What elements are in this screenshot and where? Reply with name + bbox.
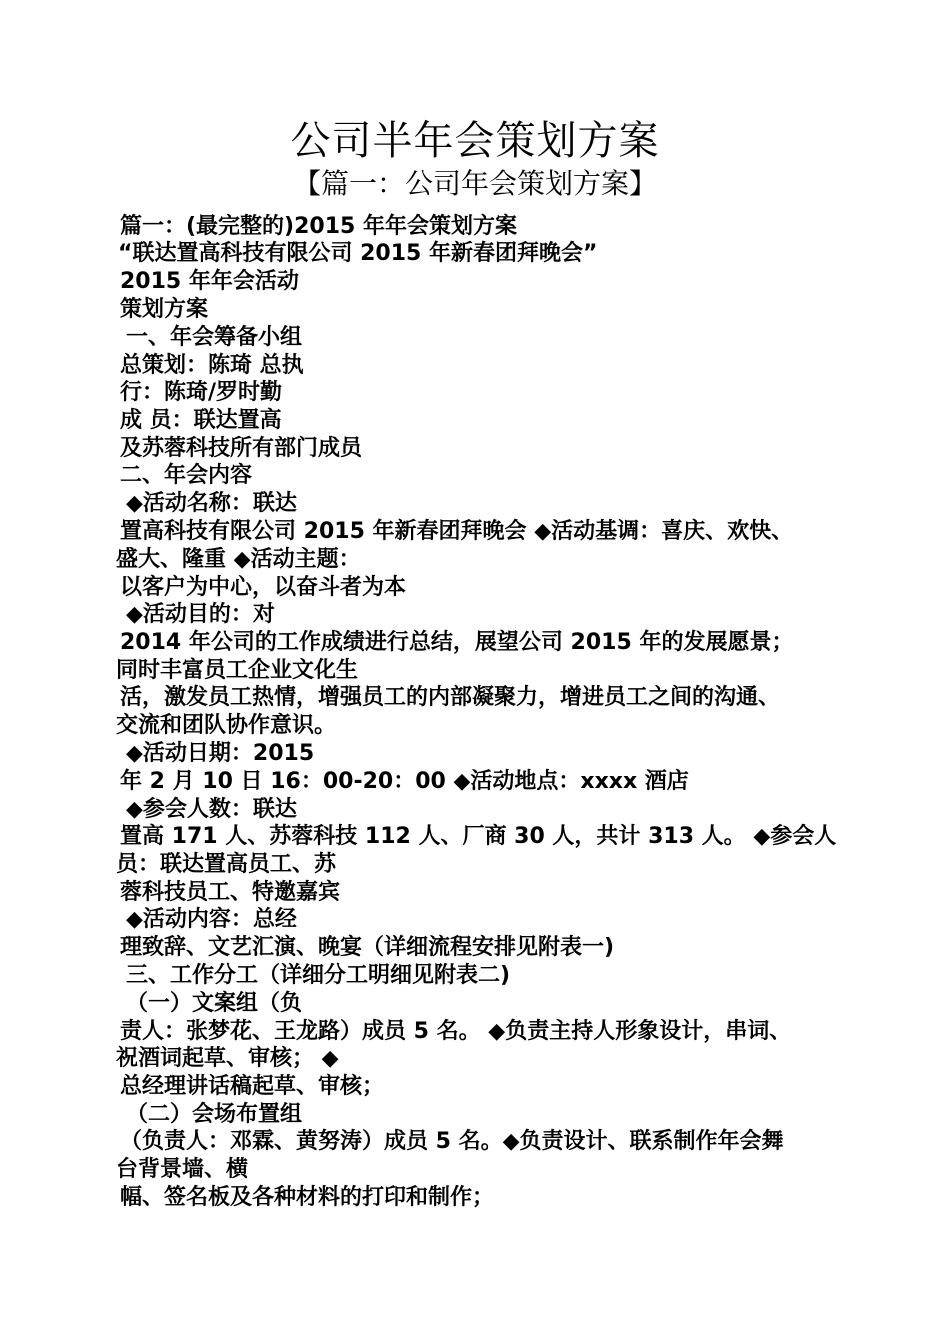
text-line: 置高 171 人、苏蓉科技 112 人、厂商 30 人，共计 313 人。 ◆参会人 — [120, 824, 837, 849]
text-line: 员：联达置高员工、苏 — [116, 852, 337, 877]
text-line: 年 2 月 10 日 16：00-20：00 ◆活动地点：xxxx 酒店 — [120, 769, 689, 794]
text-line: 理致辞、文艺汇演、晚宴（详细流程安排见附表一) — [120, 935, 615, 960]
text-line: （一）文案组（负 — [126, 991, 303, 1016]
text-line: 行：陈琦/罗时勤 — [120, 380, 283, 405]
text-line: ◆参会人数：联达 — [126, 797, 297, 822]
text-line: 责人：张梦花、王龙路）成员 5 名。 ◆负责主持人形象设计，串词、 — [120, 1019, 792, 1044]
text-line: ◆活动内容：总经 — [126, 907, 297, 932]
text-line: 同时丰富员工企业文化生 — [116, 658, 359, 683]
text-line: 及苏蓉科技所有部门成员 — [120, 436, 363, 461]
text-line: ◆活动日期：2015 — [126, 741, 315, 766]
text-line: （负责人：邓霖、黄努涛）成员 5 名。◆负责设计、联系制作年会舞 — [120, 1129, 784, 1154]
document-subtitle: 【篇一：公司年会策划方案】 — [292, 167, 657, 200]
text-line: 2014 年公司的工作成绩进行总结，展望公司 2015 年的发展愿景； — [120, 630, 794, 655]
text-line: 台背景墙、横 — [116, 1157, 249, 1182]
text-line: （二）会场布置组 — [126, 1102, 303, 1127]
text-line: 交流和团队协作意识。 — [116, 713, 337, 738]
text-line: 二、年会内容 — [120, 463, 253, 488]
text-line: 活，激发员工热情，增强员工的内部凝聚力，增进员工之间的沟通、 — [120, 685, 781, 710]
text-line: ◆活动名称：联达 — [126, 491, 297, 516]
text-line: 总策划：陈琦 总执 — [120, 353, 304, 378]
text-line: 一、年会筹备小组 — [126, 325, 303, 350]
text-line: 总经理讲话稿起草、审核； — [120, 1074, 385, 1099]
text-line: ◆活动目的：对 — [126, 602, 275, 627]
text-line: 幅、签名板及各种材料的打印和制作； — [120, 1185, 495, 1210]
text-line: 盛大、隆重 ◆活动主题： — [116, 547, 361, 572]
text-line: 以客户为中心，以奋斗者为本 — [120, 575, 407, 600]
text-line: 蓉科技员工、特邀嘉宾 — [120, 880, 341, 905]
text-line: 成 员：联达置高 — [120, 408, 282, 433]
text-line: 策划方案 — [120, 297, 209, 322]
text-line: 三、工作分工（详细分工明细见附表二) — [126, 963, 511, 988]
text-line: 祝酒词起草、审核； ◆ — [116, 1046, 339, 1071]
text-line: 2015 年年会活动 — [120, 269, 299, 294]
text-line: “联达置高科技有限公司 2015 年新春团拜晚会” — [118, 241, 598, 266]
text-line: 置高科技有限公司 2015 年新春团拜晚会 ◆活动基调：喜庆、欢快、 — [120, 519, 794, 544]
text-line: 篇一：(最完整的)2015 年年会策划方案 — [120, 214, 518, 239]
document-title: 公司半年会策划方案 — [290, 118, 660, 164]
